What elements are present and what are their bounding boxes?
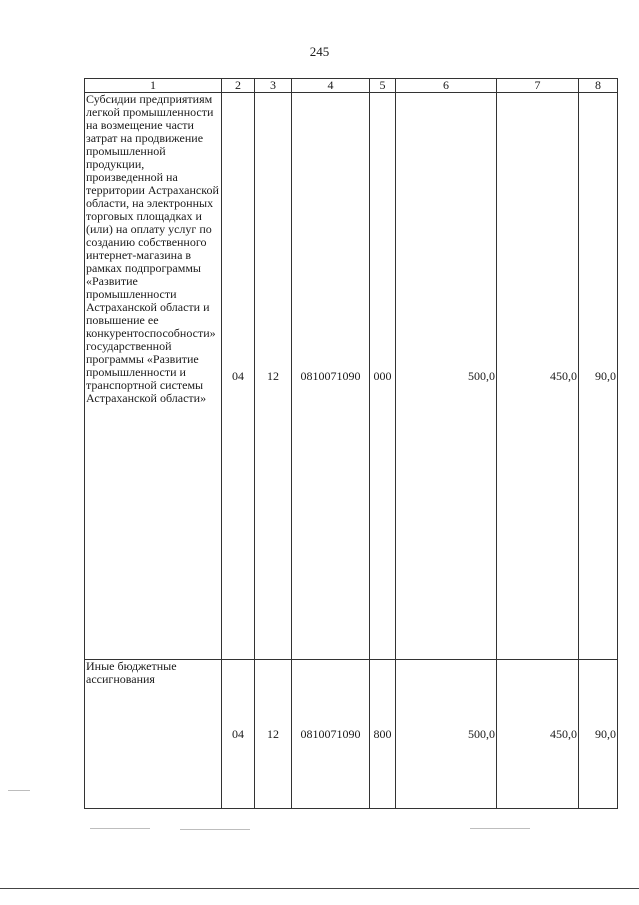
expense-item-name: Иные бюджетные ассигнования [85, 660, 222, 809]
target-article-code: 0810071090 [292, 660, 370, 809]
column-header: 6 [396, 79, 497, 93]
subsection-code: 12 [255, 660, 292, 809]
amount-col7: 450,0 [497, 660, 579, 809]
scan-speck [90, 828, 150, 829]
column-header: 2 [222, 79, 255, 93]
bottom-rule [0, 888, 639, 889]
column-header: 5 [370, 79, 396, 93]
expense-type-code: 800 [370, 660, 396, 809]
amount-col6: 500,0 [396, 660, 497, 809]
column-header: 3 [255, 79, 292, 93]
target-article-code: 0810071090 [292, 93, 370, 660]
scan-speck [180, 829, 250, 830]
scan-speck [470, 828, 530, 829]
expense-item-name: Субсидии предприятиям легкой промышленности на возмещение части затрат на продвижение промышленной продукции, произведенной на территории Астраханской области, на электронных торговых площадках и (или) на оплату услуг по созданию собственного интернет-магазина в рамках подпрограммы «Развитие промышленности Астраханской области и повышение ее конкурентоспособности» государственной программы «Развитие промышленности и транспортной системы Астраханской области» [85, 93, 222, 660]
column-header: 7 [497, 79, 579, 93]
amount-col6: 500,0 [396, 93, 497, 660]
expense-type-code: 000 [370, 93, 396, 660]
scan-speck [8, 790, 30, 791]
amount-col7: 450,0 [497, 93, 579, 660]
budget-table [84, 78, 618, 809]
percent-col8: 90,0 [579, 93, 618, 660]
table-header-row [85, 79, 618, 93]
subsection-code: 12 [255, 93, 292, 660]
page-number: 245 [309, 44, 330, 59]
table-row [85, 660, 618, 809]
section-code: 04 [222, 93, 255, 660]
section-code: 04 [222, 660, 255, 809]
percent-col8: 90,0 [579, 660, 618, 809]
column-header: 1 [85, 79, 222, 93]
column-header: 4 [292, 79, 370, 93]
column-header: 8 [579, 79, 618, 93]
table-row [85, 93, 618, 660]
